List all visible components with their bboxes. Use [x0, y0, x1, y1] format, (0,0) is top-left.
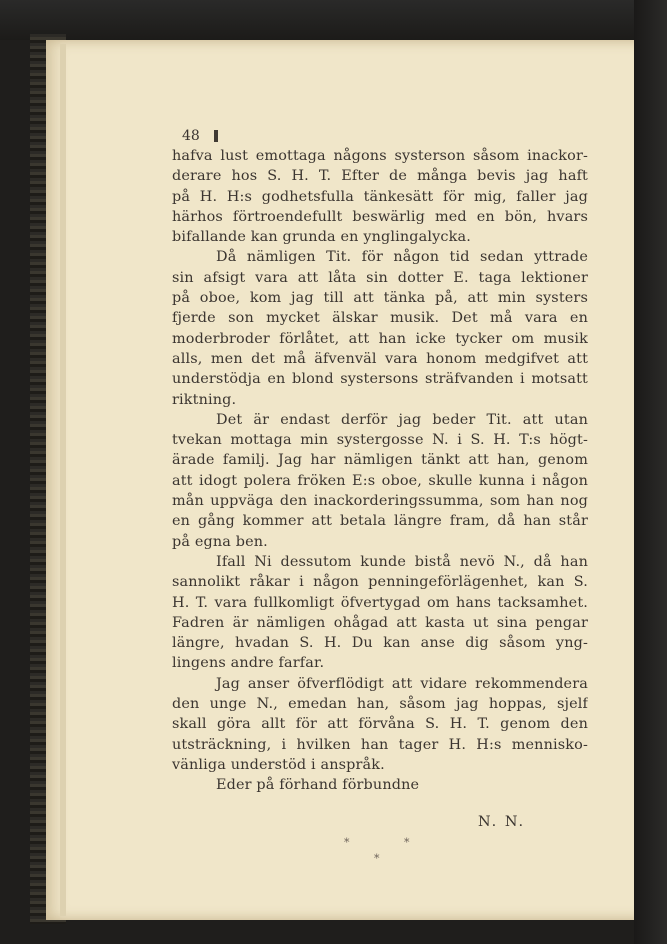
- text-line: derare hos S. H. T. Efter de många bevis jag haft: [172, 168, 588, 185]
- page-number: 48: [182, 128, 200, 144]
- text-line: riktning.: [172, 391, 237, 408]
- text-line: att idogt polera fröken E:s oboe, skulle kunna i någon: [172, 472, 588, 489]
- section-separator: [330, 836, 450, 872]
- paragraph-start: Ifall Ni dessutom kunde bistå nevö N., då han: [216, 553, 588, 570]
- text-line: sannolikt råkar i någon penningeförlägenhet, kan S.: [172, 574, 588, 591]
- text-line: på H. H:s godhetsfulla tänkesätt för mig, faller jag: [172, 188, 588, 205]
- asterisk-icon: *: [404, 836, 410, 849]
- text-line: alls, men det må äfvenväl vara honom medgifvet att: [172, 350, 588, 367]
- text-line: tvekan mottaga min systergosse N. i S. H. T:s högt-: [172, 432, 588, 449]
- text-line: hafva lust emottaga någons systerson såsom inackor-: [172, 148, 588, 164]
- text-line: den unge N., emedan han, såsom jag hoppas, sjelf: [172, 696, 588, 713]
- asterisk-icon: *: [374, 852, 380, 865]
- text-line: en gång kommer att betala längre fram, då han står: [172, 513, 588, 530]
- text-line: lingens andre farfar.: [172, 655, 325, 672]
- asterisk-icon: *: [344, 836, 350, 849]
- text-line: Fadren är nämligen ohågad att kasta ut sina pengar: [172, 614, 588, 631]
- paragraph-start: Då nämligen Tit. för någon tid sedan yttrade: [216, 249, 588, 266]
- page-gutter: [60, 44, 66, 916]
- text-line: moderbroder förlåtet, att han icke tycker om musik: [172, 330, 588, 347]
- signature: N. N.: [478, 814, 526, 830]
- text-line: sin afsigt vara att låta sin dotter E. taga lektioner: [172, 269, 588, 286]
- scanner-background-right: [634, 0, 667, 944]
- page-number-header: [182, 128, 218, 144]
- closing-line: Eder på förhand förbundne: [216, 777, 420, 794]
- text-line: understödja en blond systersons sträfvanden i motsatt: [172, 371, 588, 388]
- text-line: på egna ben.: [172, 533, 268, 550]
- text-line: ärade familj. Jag har nämligen tänkt att han, genom: [172, 452, 588, 469]
- folio-mark-icon: [214, 130, 218, 142]
- text-line: på oboe, kom jag till att tänka på, att min systers: [172, 290, 588, 307]
- text-line: H. T. vara fullkomligt öfvertygad om hans tacksamhet.: [172, 594, 588, 611]
- paragraph-start: Jag anser öfverflödigt att vidare rekommendera: [216, 675, 588, 692]
- paragraph-start: Det är endast derför jag beder Tit. att utan: [216, 411, 588, 428]
- text-line: utsträckning, i hvilken han tager H. H:s mennisko-: [172, 736, 588, 753]
- text-line: fjerde son mycket älskar musik. Det må vara en: [172, 310, 588, 327]
- text-line: härhos förtroendefullt beswärlig med en bön, hvars: [172, 208, 588, 225]
- text-line: skall göra allt för att förvåna S. H. T. genom den: [172, 716, 588, 733]
- text-line: mån uppväga den inackorderingssumma, som han nog: [172, 493, 588, 510]
- body-text: [172, 146, 588, 796]
- scanner-background-top: [0, 0, 667, 40]
- text-line: längre, hvadan S. H. Du kan anse dig såsom yng-: [172, 635, 588, 652]
- text-line: vänliga understöd i anspråk.: [172, 756, 385, 773]
- text-line: bifallande kan grunda en ynglingalycka.: [172, 229, 471, 246]
